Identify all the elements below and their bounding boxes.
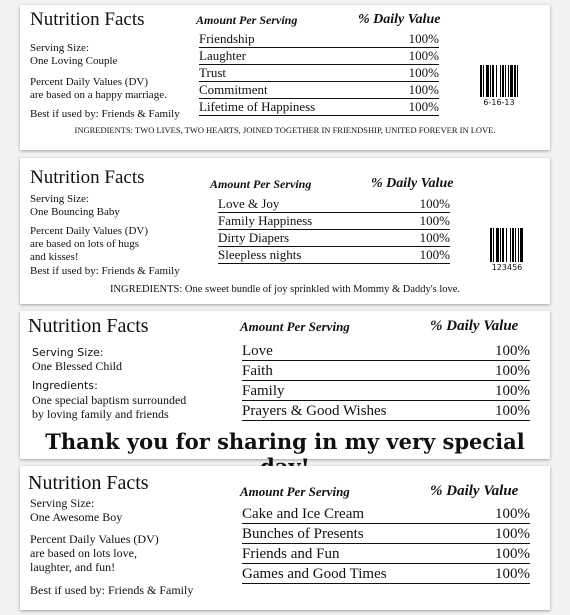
- daily-value-header: % Daily Value: [430, 318, 519, 334]
- nutrient-row: [199, 82, 439, 99]
- nutrient-percent: 100%: [495, 363, 530, 379]
- nutrient-row: [199, 31, 439, 48]
- serving-size-heading: Serving Size:: [30, 496, 95, 510]
- barcode-text: 123456: [491, 263, 523, 272]
- nutrient-row: [242, 564, 530, 584]
- label-baptism: [20, 311, 550, 459]
- serving-size-heading: Serving Size:: [30, 42, 89, 54]
- serving-size-value: One Awesome Boy: [30, 510, 123, 524]
- nutrient-name: Sleepless nights: [218, 247, 302, 262]
- barcode-bar: [505, 65, 506, 97]
- serving-size-value: One Bouncing Baby: [30, 206, 120, 218]
- dv-note-line: Percent Daily Values (DV): [30, 225, 149, 237]
- barcode-bar: [502, 228, 504, 262]
- nutrient-percent: 100%: [408, 82, 439, 97]
- daily-value-header: % Daily Value: [371, 176, 454, 191]
- best-if-used-by: Best if used by: Friends & Family: [30, 108, 180, 120]
- nutrient-name: Family: [242, 383, 285, 399]
- nutrient-row: [242, 361, 530, 381]
- nutrient-name: Love & Joy: [218, 196, 280, 211]
- barcode-bar: [500, 65, 501, 97]
- barcode-bar: [510, 228, 511, 262]
- barcode-bar: [510, 65, 513, 97]
- nutrient-row: [242, 341, 530, 361]
- nutrient-name: Laughter: [199, 48, 246, 63]
- ingredients-line: INGREDIENTS: One sweet bundle of joy sprinkled with Mommy & Daddy's love.: [109, 284, 461, 295]
- daily-value-header: % Daily Value: [430, 483, 519, 499]
- barcode-bar: [514, 65, 516, 97]
- nutrient-percent: 100%: [419, 230, 450, 245]
- nutrient-row: [242, 544, 530, 564]
- thank-you-message: Thank you for sharing in my very special: [45, 429, 525, 454]
- dv-note-line: Percent Daily Values (DV): [30, 76, 149, 88]
- serving-size-heading: Serving Size:: [30, 193, 89, 205]
- ingredients-line: INGREDIENTS: TWO LIVES, TWO HEARTS, JOINED TOGETHER IN FRIENDSHIP, UNITED FOREVER IN LOVE.: [74, 125, 496, 135]
- nutrient-percent: 100%: [408, 99, 439, 114]
- nutrient-percent: 100%: [419, 196, 450, 211]
- nutrient-percent: 100%: [495, 546, 530, 562]
- nutrient-percent: 100%: [495, 403, 530, 419]
- ingredients-text-line: by loving family and friends: [32, 407, 169, 421]
- barcode-text: 6-16-13: [483, 98, 515, 107]
- barcode: [490, 228, 524, 272]
- barcode-bar: [480, 65, 482, 97]
- barcode-bar: [492, 65, 494, 97]
- nutrient-name: Commitment: [199, 82, 268, 97]
- nutrient-percent: 100%: [495, 506, 530, 522]
- serving-size-value: One Blessed Child: [32, 359, 122, 373]
- label-title: Nutrition Facts: [30, 167, 145, 188]
- label-boy: [20, 466, 550, 610]
- nutrient-row: [242, 504, 530, 524]
- barcode-bar: [490, 65, 491, 97]
- label-title: Nutrition Facts: [28, 472, 149, 494]
- dv-note-line: are based on lots of hugs: [30, 238, 140, 250]
- nutrient-row: [199, 65, 439, 82]
- nutrient-row: [218, 213, 450, 230]
- nutrient-name: Bunches of Presents: [242, 526, 364, 542]
- amount-per-serving-header: Amount Per Serving: [196, 13, 298, 27]
- barcode: [480, 65, 518, 107]
- barcode-bar: [486, 65, 489, 97]
- daily-value-header: % Daily Value: [358, 12, 441, 27]
- nutrient-name: Games and Good Times: [242, 566, 387, 582]
- nutrient-name: Trust: [199, 65, 226, 80]
- serving-size-value: One Loving Couple: [30, 55, 118, 67]
- nutrient-row: [242, 381, 530, 401]
- nutrient-percent: 100%: [495, 566, 530, 582]
- barcode-bar: [508, 65, 509, 97]
- barcode-bars: [480, 65, 518, 97]
- barcode-bar: [512, 228, 514, 262]
- nutrient-percent: 100%: [495, 383, 530, 399]
- nutrient-row: [242, 524, 530, 544]
- nutrient-percent: 100%: [408, 31, 439, 46]
- best-if-used-by: Best if used by: Friends & Family: [30, 265, 180, 277]
- nutrient-row: [218, 196, 450, 213]
- barcode-bar: [500, 228, 501, 262]
- barcode-bar: [506, 228, 507, 262]
- barcode-bar: [493, 228, 494, 262]
- barcode-bar: [496, 65, 497, 97]
- amount-per-serving-header: Amount Per Serving: [210, 177, 312, 191]
- nutrient-name: Friendship: [199, 31, 255, 46]
- nutrient-row: [218, 230, 450, 247]
- nutrient-row: [218, 247, 450, 264]
- nutrient-name: Prayers & Good Wishes: [242, 403, 387, 419]
- best-if-used-by: Best if used by: Friends & Family: [30, 583, 194, 597]
- nutrient-percent: 100%: [419, 247, 450, 262]
- nutrient-percent: 100%: [408, 65, 439, 80]
- nutrient-name: Faith: [242, 363, 273, 379]
- label-wedding: [20, 5, 550, 150]
- ingredients-heading: Ingredients:: [32, 379, 98, 392]
- barcode-bar: [490, 228, 492, 262]
- ingredients-text-line: One special baptism surrounded: [32, 393, 187, 407]
- nutrient-name: Lifetime of Happiness: [199, 99, 316, 114]
- dv-note-line: are based on a happy marriage.: [30, 89, 167, 101]
- barcode-bar: [515, 228, 516, 262]
- nutrient-name: Friends and Fun: [242, 546, 340, 562]
- nutrient-name: Dirty Diapers: [218, 230, 290, 245]
- nutrient-percent: 100%: [408, 48, 439, 63]
- barcode-bar: [502, 65, 504, 97]
- nutrient-row: [199, 48, 439, 65]
- dv-note-line: are based on lots love,: [30, 546, 137, 560]
- amount-per-serving-header: Amount Per Serving: [240, 319, 350, 334]
- label-title: Nutrition Facts: [28, 315, 149, 337]
- serving-size-heading: Serving Size:: [32, 346, 104, 359]
- dv-note-line: Percent Daily Values (DV): [30, 532, 159, 546]
- nutrient-percent: 100%: [495, 343, 530, 359]
- nutrient-percent: 100%: [495, 526, 530, 542]
- nutrient-row: [199, 99, 439, 116]
- label-baby: [20, 158, 550, 304]
- barcode-bar: [483, 65, 484, 97]
- barcode-bar: [520, 228, 523, 262]
- nutrient-name: Family Happiness: [218, 213, 313, 228]
- nutrient-name: Cake and Ice Cream: [242, 506, 365, 522]
- barcode-bar: [496, 228, 499, 262]
- dv-note-line: and kisses!: [30, 251, 79, 263]
- barcode-bar: [518, 228, 519, 262]
- dv-note-line: laughter, and fun!: [30, 560, 116, 574]
- barcode-bar: [517, 65, 518, 97]
- label-title: Nutrition Facts: [30, 9, 145, 30]
- nutrient-row: [242, 401, 530, 421]
- barcode-bars: [490, 228, 524, 262]
- amount-per-serving-header: Amount Per Serving: [240, 484, 350, 499]
- nutrient-percent: 100%: [419, 213, 450, 228]
- nutrient-name: Love: [242, 343, 273, 359]
